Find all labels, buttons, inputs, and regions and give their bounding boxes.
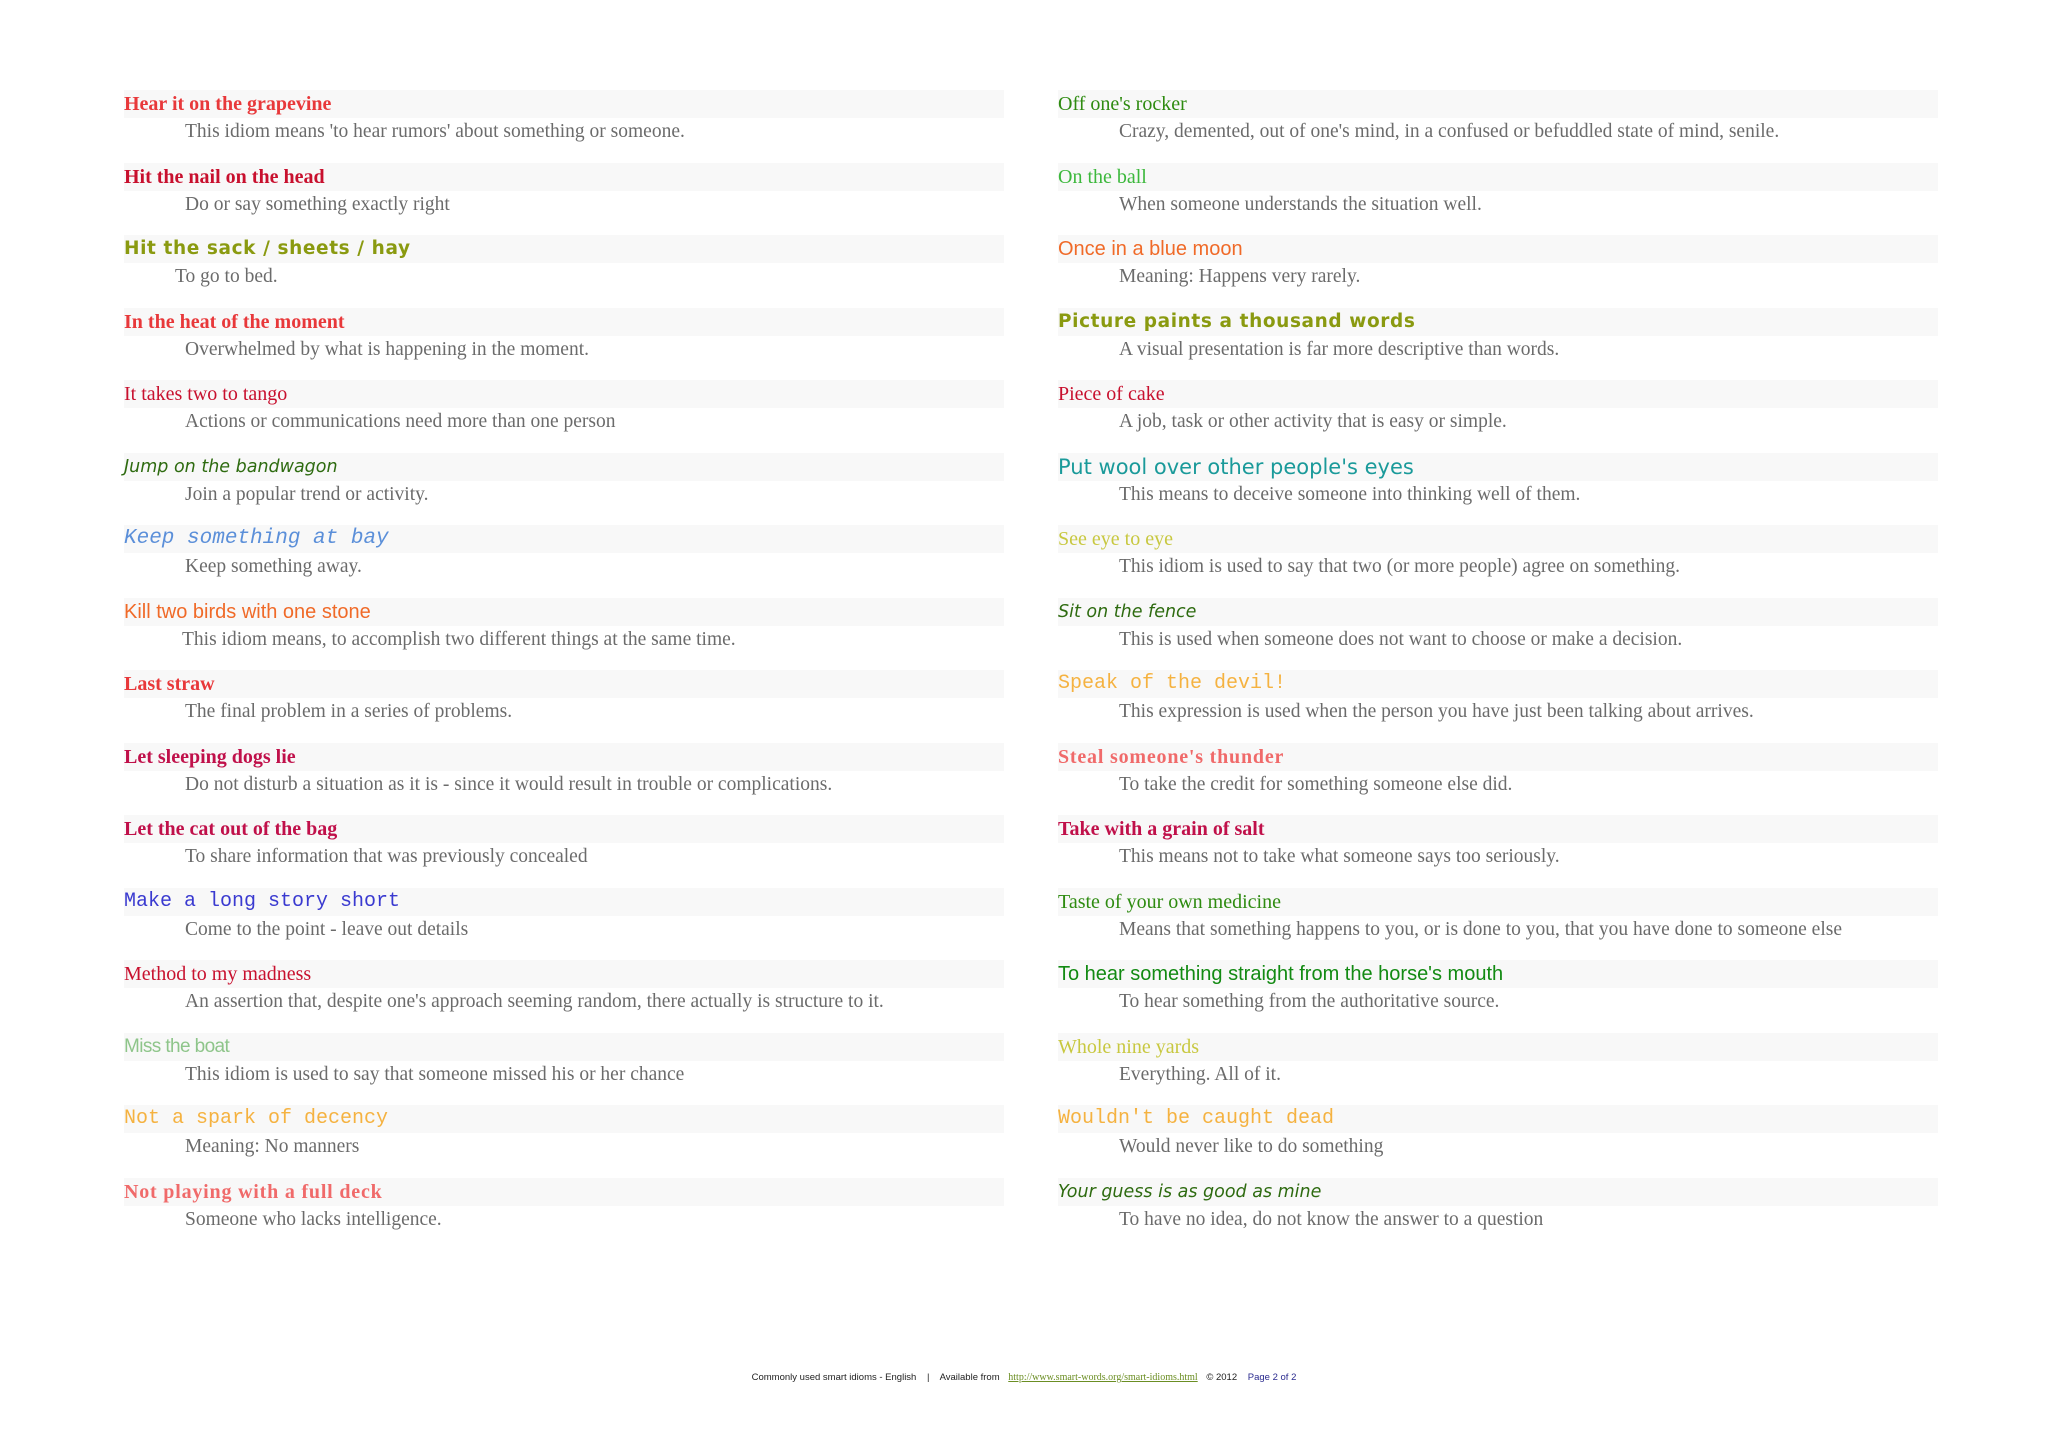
idiom-entry bbox=[1058, 163, 1938, 236]
idiom-entry bbox=[1058, 815, 1938, 888]
idiom-term: Let the cat out of the bag bbox=[124, 815, 1004, 843]
idiom-entry bbox=[1058, 453, 1938, 526]
footer-copyright: © 2012 bbox=[1206, 1372, 1238, 1383]
idiom-meaning: This idiom means, to accomplish two different things at the same time. bbox=[182, 628, 736, 650]
footer-separator: | bbox=[927, 1372, 930, 1383]
idiom-meaning: This idiom means 'to hear rumors' about something or someone. bbox=[185, 121, 685, 142]
idiom-entry bbox=[1058, 888, 1938, 961]
idiom-term: To hear something straight from the horse's mouth bbox=[1058, 960, 1938, 988]
idiom-meaning: This means not to take what someone says too seriously. bbox=[1119, 846, 1560, 867]
idiom-meaning: Would never like to do something bbox=[1119, 1136, 1384, 1157]
idiom-meaning: The final problem in a series of problems. bbox=[185, 701, 513, 722]
idiom-entry bbox=[124, 888, 1004, 961]
idiom-meaning: A visual presentation is far more descriptive than words. bbox=[1119, 338, 1560, 360]
idiom-entry bbox=[124, 235, 1004, 308]
idiom-meaning: This means to deceive someone into thinking well of them. bbox=[1119, 483, 1581, 505]
footer-title: Commonly used smart idioms - English bbox=[751, 1372, 917, 1383]
idiom-term: In the heat of the moment bbox=[124, 308, 1004, 336]
idiom-term: See eye to eye bbox=[1058, 525, 1938, 553]
idiom-meaning: This idiom is used to say that someone missed his or her chance bbox=[185, 1063, 685, 1085]
idiom-term: Steal someone's thunder bbox=[1058, 743, 1938, 771]
idiom-term: Hit the sack / sheets / hay bbox=[124, 235, 1004, 263]
idiom-entry bbox=[124, 598, 1004, 671]
idiom-term: Method to my madness bbox=[124, 960, 1004, 988]
idiom-term: Take with a grain of salt bbox=[1058, 815, 1938, 843]
idiom-meaning: Everything. All of it. bbox=[1119, 1063, 1281, 1085]
idiom-term: Your guess is as good as mine bbox=[1058, 1178, 1938, 1206]
idiom-term: Hit the nail on the head bbox=[124, 163, 1004, 191]
idiom-meaning: Someone who lacks intelligence. bbox=[185, 1208, 442, 1230]
idiom-meaning: A job, task or other activity that is easy or simple. bbox=[1119, 411, 1507, 432]
idiom-meaning: This is used when someone does not want to choose or make a decision. bbox=[1119, 628, 1683, 650]
idiom-term: Wouldn't be caught dead bbox=[1058, 1105, 1938, 1133]
idiom-term: Put wool over other people's eyes bbox=[1058, 453, 1938, 481]
idiom-term: Sit on the fence bbox=[1058, 598, 1938, 626]
idiom-entry bbox=[124, 1178, 1004, 1251]
idiom-meaning: Meaning: Happens very rarely. bbox=[1119, 266, 1361, 287]
idiom-entry bbox=[1058, 960, 1938, 1033]
idiom-entry bbox=[1058, 670, 1938, 743]
idiom-term: Hear it on the grapevine bbox=[124, 90, 1004, 118]
idiom-term: Once in a blue moon bbox=[1058, 235, 1938, 263]
idiom-meaning: Actions or communications need more than one person bbox=[185, 411, 616, 432]
idiom-entry bbox=[1058, 1033, 1938, 1106]
idiom-entry bbox=[1058, 743, 1938, 816]
idiom-term: Picture paints a thousand words bbox=[1058, 308, 1938, 336]
idiom-meaning: Crazy, demented, out of one's mind, in a confused or befuddled state of mind, senile. bbox=[1119, 121, 1780, 142]
idiom-entry bbox=[124, 1033, 1004, 1106]
idiom-entry bbox=[124, 163, 1004, 236]
idiom-meaning: Come to the point - leave out details bbox=[185, 918, 469, 940]
idiom-term: Whole nine yards bbox=[1058, 1033, 1938, 1061]
idiom-term: Last straw bbox=[124, 670, 1004, 698]
idiom-meaning: To take the credit for something someone else did. bbox=[1119, 773, 1513, 795]
idiom-term: Speak of the devil! bbox=[1058, 670, 1938, 698]
idiom-term: Make a long story short bbox=[124, 888, 1004, 916]
footer-page-number: Page 2 of 2 bbox=[1247, 1372, 1297, 1383]
idiom-meaning: Meaning: No manners bbox=[185, 1136, 360, 1157]
idiom-meaning: To have no idea, do not know the answer to a question bbox=[1119, 1208, 1544, 1230]
idiom-term: Kill two birds with one stone bbox=[124, 598, 1004, 626]
idiom-meaning: Means that something happens to you, or is done to you, that you have done to someone else bbox=[1119, 918, 1842, 940]
idiom-entry bbox=[1058, 308, 1938, 381]
footer-source-link[interactable]: http://www.smart-words.org/smart-idioms.html bbox=[1008, 1372, 1198, 1383]
idiom-meaning: To share information that was previously concealed bbox=[185, 846, 588, 867]
footer-available-label: Available from bbox=[939, 1372, 1000, 1383]
idiom-entry bbox=[124, 380, 1004, 453]
idiom-entry bbox=[1058, 1178, 1938, 1251]
idiom-entry bbox=[1058, 235, 1938, 308]
idiom-entry bbox=[124, 1105, 1004, 1178]
idiom-term: Miss the boat bbox=[124, 1033, 1004, 1061]
idiom-meaning: Overwhelmed by what is happening in the moment. bbox=[185, 338, 589, 360]
idiom-column-left bbox=[124, 90, 1004, 1250]
idiom-entry bbox=[124, 815, 1004, 888]
idiom-meaning: When someone understands the situation well. bbox=[1119, 193, 1482, 215]
idiom-term: Piece of cake bbox=[1058, 380, 1938, 408]
idiom-term: Let sleeping dogs lie bbox=[124, 743, 1004, 771]
idiom-meaning: Keep something away. bbox=[185, 556, 362, 577]
idiom-term: Jump on the bandwagon bbox=[124, 453, 1004, 481]
idiom-term: Not a spark of decency bbox=[124, 1105, 1004, 1133]
idiom-entry bbox=[124, 90, 1004, 163]
idiom-meaning: Join a popular trend or activity. bbox=[185, 483, 429, 505]
idiom-term: Not playing with a full deck bbox=[124, 1178, 1004, 1206]
idiom-meaning: An assertion that, despite one's approach seeming random, there actually is structure to it. bbox=[185, 991, 884, 1012]
idiom-column-right bbox=[1058, 90, 1938, 1250]
page-footer bbox=[0, 1372, 2048, 1383]
idiom-entry bbox=[124, 525, 1004, 598]
idiom-entry bbox=[124, 670, 1004, 743]
idiom-entry bbox=[124, 308, 1004, 381]
idiom-term: Off one's rocker bbox=[1058, 90, 1938, 118]
idiom-term: Keep something at bay bbox=[124, 525, 1004, 553]
idiom-meaning: To go to bed. bbox=[175, 266, 278, 287]
idiom-term: Taste of your own medicine bbox=[1058, 888, 1938, 916]
idiom-entry bbox=[1058, 380, 1938, 453]
idiom-meaning: Do or say something exactly right bbox=[185, 193, 450, 215]
idiom-entry bbox=[1058, 90, 1938, 163]
idiom-meaning: To hear something from the authoritative source. bbox=[1119, 991, 1500, 1012]
idiom-entry bbox=[1058, 598, 1938, 671]
idiom-term: It takes two to tango bbox=[124, 380, 1004, 408]
idiom-entry bbox=[1058, 1105, 1938, 1178]
idiom-meaning: This expression is used when the person you have just been talking about arrives. bbox=[1119, 701, 1754, 722]
idiom-entry bbox=[124, 960, 1004, 1033]
idiom-entry bbox=[124, 743, 1004, 816]
idiom-meaning: Do not disturb a situation as it is - since it would result in trouble or complications. bbox=[185, 773, 833, 795]
idiom-entry bbox=[124, 453, 1004, 526]
idiom-meaning: This idiom is used to say that two (or more people) agree on something. bbox=[1119, 556, 1681, 577]
idiom-term: On the ball bbox=[1058, 163, 1938, 191]
idiom-entry bbox=[1058, 525, 1938, 598]
